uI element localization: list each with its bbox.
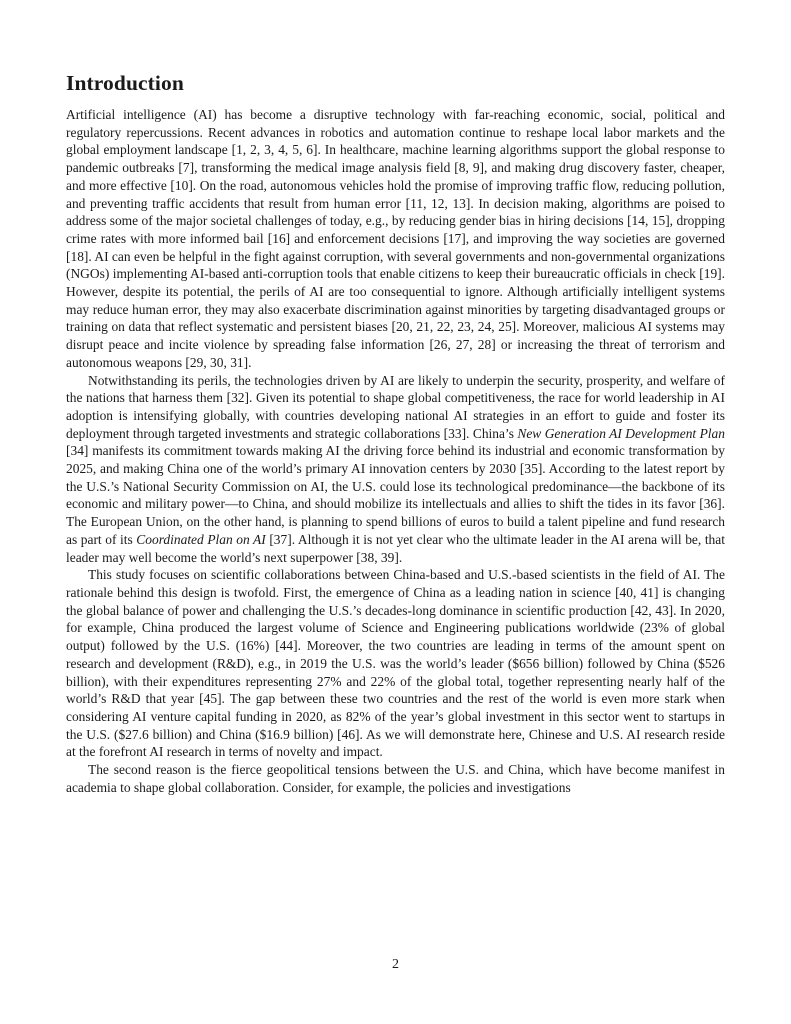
paragraph: [66, 761, 725, 796]
text-run: [34] manifests its commitment towards making AI the driving force behind its industrial and economic transformation by 2025, and making China one of the world’s primary AI innovation centers by 2030 [35]. According to the latest report by the U.S.’s National Security Commission on AI, the U.S. could lose its technological predominance—the backbone of its economic and military power—to China, and should mobilize its intellectuals and allies to shift the tides in its favor [36]. The European Union, on the other hand, is planning to spend billions of euros to build a talent pipeline and fund research as part of its: [66, 443, 725, 547]
page-number: 2: [392, 957, 399, 972]
paragraph: [66, 566, 725, 761]
text-run: The second reason is the fierce geopolitical tensions between the U.S. and China, which have become manifest in academia to shape global collaboration. Consider, for example, the policies and investigations: [66, 762, 725, 795]
paper-page: [66, 68, 725, 796]
paragraph: [66, 372, 725, 567]
text-run: Artificial intelligence (AI) has become a disruptive technology with far-reaching economic, social, political and regulatory repercussions. Recent advances in robotics and automation continue to reshape local labor markets and the global employment landscape [1, 2, 3, 4, 5, 6]. In healthcare, machine learning algorithms support the global response to pandemic outbreaks [7], transforming the medical image analysis field [8, 9], and making drug discovery faster, cheaper, and more effective [10]. On the road, autonomous vehicles hold the promise of improving traffic flow, reducing pollution, and preventing traffic accidents that result from human error [11, 12, 13]. In decision making, algorithms are poised to address some of the major societal challenges of today, e.g., by reducing gender bias in hiring decisions [14, 15], dropping crime rates with more informed bail [16] and enforcement decisions [17], and improving the way societies are governed [18]. AI can even be helpful in the fight against corruption, with several governments and non-governmental organizations (NGOs) implementing AI-based anti-corruption tools that enable citizens to keep their bureaucratic officials in check [19]. However, despite its potential, the perils of AI are too consequential to ignore. Although artificially intelligent systems may reduce human error, they may also exacerbate discrimination against minorities by targeting disadvantaged groups or training on data that reflect systematic and persistent biases [20, 21, 22, 23, 24, 25]. Moreover, malicious AI systems may disrupt peace and incite violence by spreading false information [26, 27, 28] or increasing the threat of terrorism and autonomous weapons [29, 30, 31].: [66, 107, 725, 370]
section-heading: Introduction: [66, 71, 184, 95]
italic-title: Coordinated Plan on AI: [136, 531, 266, 547]
paragraph: [66, 106, 725, 372]
italic-title: New Generation AI Development Plan: [517, 425, 725, 441]
text-run: [37]. Although it is not yet clear who the ultimate leader in the AI arena will be, that leader may well become the world’s next superpower [38, 39].: [66, 531, 725, 565]
text-run: Notwithstanding its perils, the technologies driven by AI are likely to underpin the security, prosperity, and welfare of the nations that harness them [32]. Given its potential to shape global competitiveness, the race for world leadership in AI adoption is intensifying globally, with countries developing national AI strategies in an effort to guide and foster its deployment through targeted investments and strategic collaborations [33]. China’s: [66, 372, 725, 441]
text-run: This study focuses on scientific collaborations between China-based and U.S.-based scientists in the field of AI. The rationale behind this design is twofold. First, the emergence of China as a leading nation in science [40, 41] is changing the global balance of power and challenging the U.S.’s decades-long dominance in scientific production [42, 43]. In 2020, for example, China produced the largest volume of Science and Engineering publications worldwide (23% of global output) followed by the U.S. (16%) [44]. Moreover, the two countries are leading in terms of the amount spent on research and development (R&D), e.g., in 2019 the U.S. was the world’s leader ($656 billion) followed by China ($526 billion), with their expenditures representing 27% and 22% of the global total, together representing nearly half of the world’s R&D that year [45]. The gap between these two countries and the rest of the world is even more stark when considering AI venture capital funding in 2020, as 82% of the year’s global investment in this sector went to startups in the U.S. ($27.6 billion) and China ($16.9 billion) [46]. As we will demonstrate here, Chinese and U.S. AI research reside at the forefront AI research in terms of novelty and impact.: [66, 567, 725, 760]
